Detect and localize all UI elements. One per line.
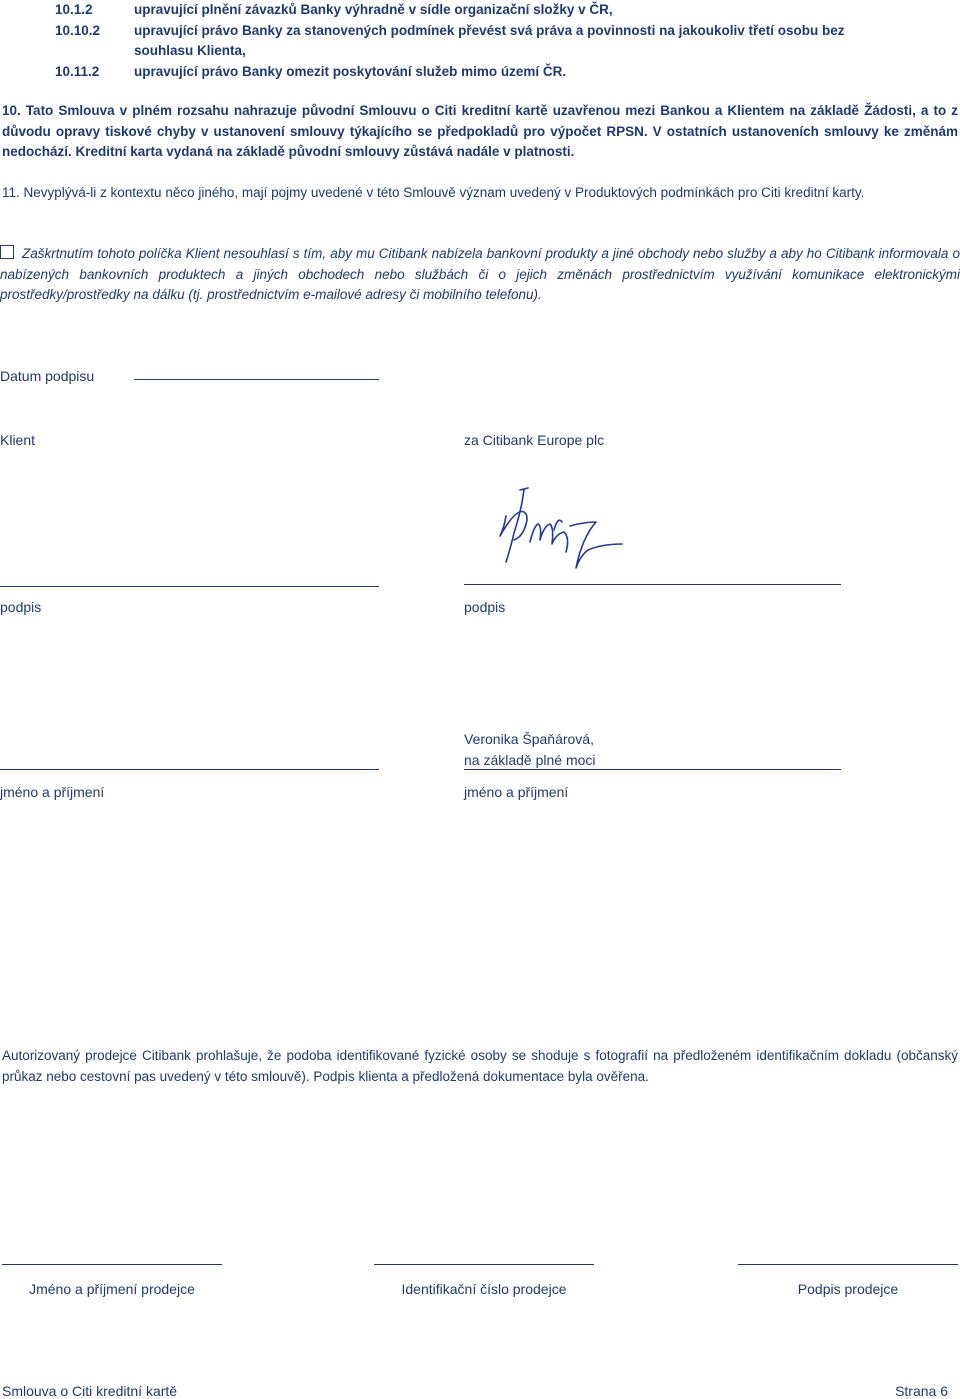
- footer-page-number: Strana 6: [895, 1383, 948, 1399]
- dealer-name-label: Jméno a příjmení prodejce: [29, 1281, 195, 1297]
- client-name-line[interactable]: [0, 769, 379, 770]
- section-11: 11. Nevyplývá-li z kontextu něco jiného, mají pojmy uvedené v této Smlouvě význam uvedený v Produktových podmínkách pro Citi kreditní karty.: [2, 185, 865, 200]
- dealer-signature-line[interactable]: [738, 1264, 958, 1265]
- bank-label: za Citibank Europe plc: [464, 432, 605, 448]
- date-label: Datum podpisu: [0, 368, 95, 384]
- client-signature-line[interactable]: [0, 586, 379, 587]
- consent-text: Zaškrtnutím tohoto políčka Klient nesouhlasí s tím, aby mu Citibank nabízela bankovní produkty a jiné obchody nebo služby a aby ho Citibank informovala o nabízených bankovních produktech a jiných obchodech nebo službách či o jejich změnách prostřednictvím využívání komunikace elektronickými prostředky/prostředky na dálku (tj. prostřednictvím e-mailové adresy či mobilního telefonu).: [0, 246, 960, 302]
- clause-number: 10.1.2: [55, 2, 93, 17]
- date-line[interactable]: [134, 379, 379, 380]
- clause-text: upravující plnění závazků Banky výhradně v sídle organizační složky v ČR,: [134, 2, 613, 17]
- dealer-name-line[interactable]: [2, 1264, 222, 1265]
- consent-block: [0, 244, 960, 306]
- client-label: Klient: [0, 432, 36, 448]
- section-10: 10. Tato Smlouva v plném rozsahu nahrazuje původní Smlouvu o Citi kreditní kartě uzavřenou mezi Bankou a Klientem na základě Žádosti, a to z důvodu opravy tiskové chyby v ustanovení smlouvy týkajícího se předpokladů pro výpočet RPSN. V ostatních ustanoveních smlouvy ke změnám nedochází. Kreditní karta vydaná na základě původní smlouvy zůstává nadále v platnosti.: [2, 103, 958, 159]
- dealer-signature-label: Podpis prodejce: [797, 1281, 899, 1297]
- representative-name: Veronika Špaňárová,: [464, 731, 594, 747]
- dealer-id-label: Identifikační číslo prodejce: [401, 1281, 567, 1297]
- dealer-id-line[interactable]: [374, 1264, 594, 1265]
- handwritten-signature: [484, 478, 634, 574]
- bank-signature-line: [464, 584, 841, 585]
- signature-stroke-4: [570, 522, 622, 568]
- bank-name-line: [464, 769, 841, 770]
- clause-number: 10.11.2: [55, 64, 100, 79]
- bank-name-label: jméno a příjmení: [464, 784, 569, 800]
- client-name-label: jméno a příjmení: [0, 784, 105, 800]
- clause-text: upravující právo Banky omezit poskytování služeb mimo území ČR.: [134, 64, 567, 79]
- signature-stroke-1: [506, 488, 528, 562]
- client-sign-label: podpis: [0, 599, 42, 615]
- dealer-statement: Autorizovaný prodejce Citibank prohlašuje, že podoba identifikované fyzické osoby se shoduje s fotografií na předloženém identifikačním dokladu (občanský průkaz nebo cestovní pas uvedený v této smlouvě). Podpis klienta a předložená dokumentace byla ověřena.: [2, 1048, 958, 1084]
- representative-authority: na základě plné moci: [464, 752, 596, 768]
- bank-sign-label: podpis: [464, 599, 506, 615]
- footer-doc-title: Smlouva o Citi kreditní kartě: [2, 1383, 178, 1399]
- signature-stroke-3: [530, 524, 568, 552]
- signature-stroke-5: [554, 520, 562, 530]
- clause-text: upravující právo Banky za stanovených podmínek převést svá práva a povinnosti na jakoukoliv třetí osobu bez souhlasu Klienta,: [134, 23, 845, 58]
- clause-number: 10.10.2: [55, 23, 101, 38]
- consent-checkbox[interactable]: [0, 245, 14, 259]
